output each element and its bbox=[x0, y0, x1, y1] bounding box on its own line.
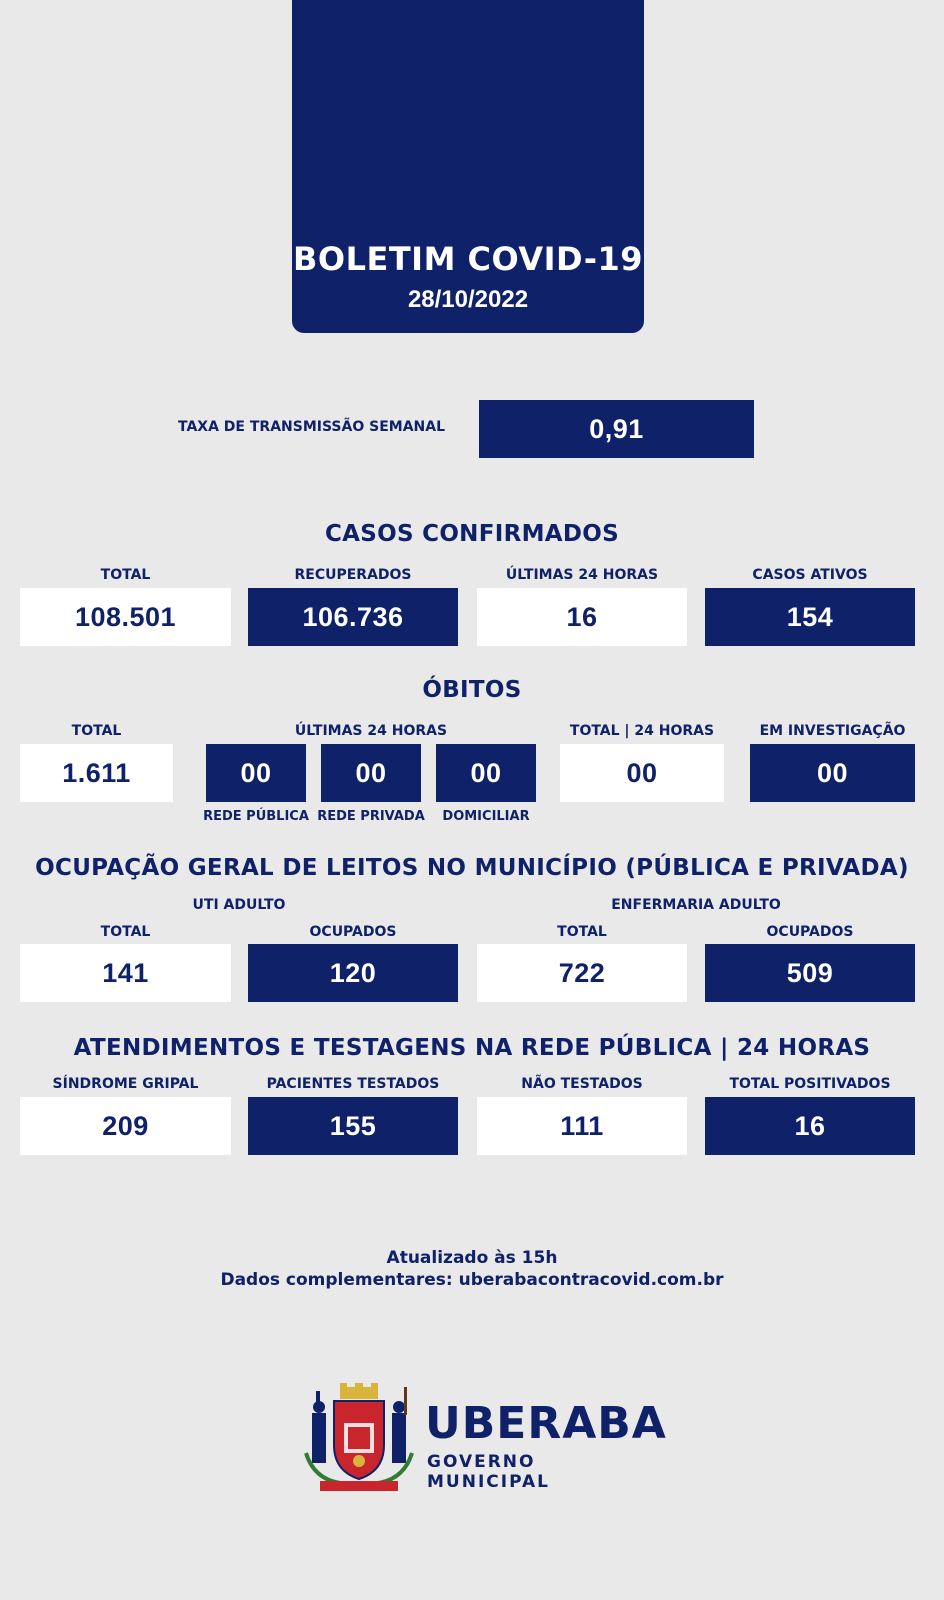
positive-label: TOTAL POSITIVADOS bbox=[729, 1076, 891, 1092]
complementary-data-link[interactable]: Dados complementares: uberabacontracovid.com.br bbox=[220, 1270, 724, 1290]
logo-subtitle: GOVERNO MUNICIPAL bbox=[427, 1452, 550, 1492]
ward-occupied-label: OCUPADOS bbox=[766, 924, 854, 940]
transmission-rate-label: TAXA DE TRANSMISSÃO SEMANAL bbox=[178, 419, 445, 435]
cases-recovered-label: RECUPERADOS bbox=[294, 567, 412, 583]
tested-value: 155 bbox=[248, 1097, 458, 1155]
deaths-private-value: 00 bbox=[321, 744, 421, 802]
deaths-public-label: REDE PÚBLICA bbox=[203, 809, 309, 824]
uti-occupied-value: 120 bbox=[248, 944, 458, 1002]
flu-syndrome-value: 209 bbox=[20, 1097, 231, 1155]
deaths-total-label: TOTAL bbox=[71, 723, 122, 739]
ward-total-value: 722 bbox=[477, 944, 687, 1002]
transmission-rate-value: 0,91 bbox=[479, 400, 754, 458]
uberaba-logo-subtitle bbox=[427, 1452, 657, 1492]
bulletin-title: BOLETIM COVID-19 bbox=[292, 240, 644, 278]
updated-time: Atualizado às 15h bbox=[386, 1248, 558, 1268]
deaths-public-value: 00 bbox=[206, 744, 306, 802]
uti-total-value: 141 bbox=[20, 944, 231, 1002]
testing-title: ATENDIMENTOS E TESTAGENS NA REDE PÚBLICA | 24 HORAS bbox=[73, 1035, 871, 1061]
deaths-private-label: REDE PRIVADA bbox=[317, 809, 425, 824]
crest-icon bbox=[300, 1383, 418, 1495]
deaths-home-label: DOMICILIAR bbox=[442, 809, 530, 824]
cases-active-value: 154 bbox=[705, 588, 915, 646]
header-banner bbox=[292, 0, 644, 333]
deaths-total-value: 1.611 bbox=[20, 744, 173, 802]
deaths-title: ÓBITOS bbox=[422, 677, 522, 703]
deaths-total24-label: TOTAL | 24 HORAS bbox=[569, 723, 715, 739]
cases-active-label: CASOS ATIVOS bbox=[752, 567, 868, 583]
logo-title: UBERABA bbox=[425, 1398, 667, 1449]
city-crest bbox=[300, 1383, 418, 1495]
cases-total-label: TOTAL bbox=[100, 567, 151, 583]
deaths-24h-label: ÚLTIMAS 24 HORAS bbox=[294, 723, 448, 739]
uti-occupied-label: OCUPADOS bbox=[309, 924, 397, 940]
flu-syndrome-label: SÍNDROME GRIPAL bbox=[52, 1076, 199, 1092]
cases-24h-value: 16 bbox=[477, 588, 687, 646]
bulletin-date: 28/10/2022 bbox=[407, 286, 529, 313]
positive-value: 16 bbox=[705, 1097, 915, 1155]
confirmed-cases-title: CASOS CONFIRMADOS bbox=[324, 521, 620, 547]
cases-recovered-value: 106.736 bbox=[248, 588, 458, 646]
tested-label: PACIENTES TESTADOS bbox=[266, 1076, 440, 1092]
ward-occupied-value: 509 bbox=[705, 944, 915, 1002]
ward-total-label: TOTAL bbox=[557, 924, 607, 940]
uti-total-label: TOTAL bbox=[100, 924, 151, 940]
beds-title: OCUPAÇÃO GERAL DE LEITOS NO MUNICÍPIO (PÚBLICA E PRIVADA) bbox=[35, 855, 909, 881]
not-tested-value: 111 bbox=[477, 1097, 687, 1155]
uberaba-logo-name bbox=[425, 1398, 667, 1449]
not-tested-label: NÃO TESTADOS bbox=[521, 1076, 643, 1092]
deaths-total24-value: 00 bbox=[560, 744, 724, 802]
cases-24h-label: ÚLTIMAS 24 HORAS bbox=[505, 567, 659, 583]
deaths-home-value: 00 bbox=[436, 744, 536, 802]
cases-total-value: 108.501 bbox=[20, 588, 231, 646]
deaths-investigation-value: 00 bbox=[750, 744, 915, 802]
deaths-investigation-label: EM INVESTIGAÇÃO bbox=[759, 723, 906, 739]
uti-label: UTI ADULTO bbox=[192, 897, 286, 913]
ward-label: ENFERMARIA ADULTO bbox=[611, 897, 781, 913]
